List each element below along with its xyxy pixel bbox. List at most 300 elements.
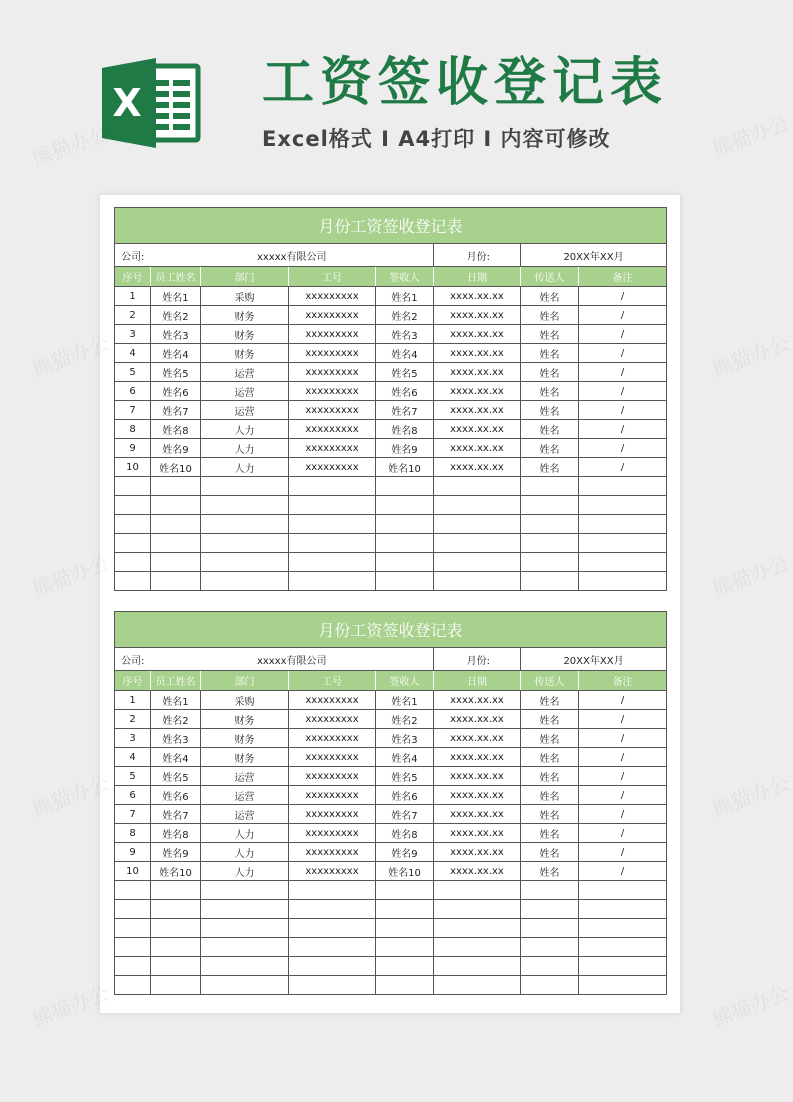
empty-cell[interactable] <box>579 957 667 976</box>
empty-cell[interactable] <box>579 553 667 572</box>
table-row <box>115 306 667 325</box>
empty-cell[interactable] <box>521 938 579 957</box>
cell-signer[interactable]: 姓名3 <box>376 325 434 344</box>
empty-cell[interactable] <box>521 496 579 515</box>
cell-employee-name[interactable]: 姓名10 <box>151 862 201 881</box>
empty-cell[interactable] <box>151 919 201 938</box>
empty-cell[interactable] <box>376 957 434 976</box>
cell-department[interactable]: 采购 <box>201 287 289 306</box>
empty-cell[interactable] <box>289 572 376 591</box>
empty-cell[interactable] <box>151 553 201 572</box>
cell-department[interactable]: 人力 <box>201 420 289 439</box>
empty-cell[interactable] <box>579 900 667 919</box>
cell-remark[interactable]: / <box>579 843 667 862</box>
empty-cell[interactable] <box>434 919 521 938</box>
cell-date[interactable]: xxxx.xx.xx <box>434 748 521 767</box>
empty-cell[interactable] <box>521 553 579 572</box>
cell-date[interactable]: xxxx.xx.xx <box>434 420 521 439</box>
cell-remark[interactable]: / <box>579 691 667 710</box>
cell-row-number[interactable]: 8 <box>115 824 151 843</box>
cell-remark[interactable]: / <box>579 767 667 786</box>
cell-signer[interactable]: 姓名2 <box>376 306 434 325</box>
empty-table-row <box>115 900 667 919</box>
empty-cell[interactable] <box>151 477 201 496</box>
empty-cell[interactable] <box>289 553 376 572</box>
cell-signer[interactable]: 姓名6 <box>376 786 434 805</box>
empty-cell[interactable] <box>201 534 289 553</box>
empty-cell[interactable] <box>434 957 521 976</box>
cell-employee-name[interactable]: 姓名3 <box>151 729 201 748</box>
empty-table-row <box>115 477 667 496</box>
cell-department[interactable]: 财务 <box>201 729 289 748</box>
empty-cell[interactable] <box>579 477 667 496</box>
table-header-row <box>115 267 667 287</box>
empty-cell[interactable] <box>115 881 151 900</box>
cell-employee-id[interactable]: xxxxxxxxx <box>289 420 376 439</box>
empty-cell[interactable] <box>289 477 376 496</box>
cell-employee-name[interactable]: 姓名10 <box>151 458 201 477</box>
cell-sender[interactable]: 姓名 <box>521 767 579 786</box>
cell-signer[interactable]: 姓名1 <box>376 287 434 306</box>
empty-cell[interactable] <box>151 534 201 553</box>
cell-date[interactable]: xxxx.xx.xx <box>434 401 521 420</box>
cell-remark[interactable]: / <box>579 862 667 881</box>
company-value[interactable]: xxxxx有限公司 <box>151 244 434 267</box>
empty-cell[interactable] <box>579 976 667 995</box>
empty-cell[interactable] <box>115 938 151 957</box>
cell-row-number[interactable]: 3 <box>115 325 151 344</box>
cell-date[interactable]: xxxx.xx.xx <box>434 325 521 344</box>
watermark-text: 熊猫办公 <box>28 120 113 171</box>
cell-sender[interactable]: 姓名 <box>521 325 579 344</box>
empty-cell[interactable] <box>201 938 289 957</box>
empty-cell[interactable] <box>201 957 289 976</box>
cell-row-number[interactable]: 7 <box>115 401 151 420</box>
cell-department[interactable]: 人力 <box>201 439 289 458</box>
empty-table-row <box>115 957 667 976</box>
column-header-remark: 备注 <box>579 267 667 287</box>
empty-cell[interactable] <box>579 515 667 534</box>
cell-employee-id[interactable]: xxxxxxxxx <box>289 786 376 805</box>
cell-row-number[interactable]: 1 <box>115 287 151 306</box>
cell-department[interactable]: 人力 <box>201 824 289 843</box>
cell-date[interactable]: xxxx.xx.xx <box>434 439 521 458</box>
cell-date[interactable]: xxxx.xx.xx <box>434 824 521 843</box>
empty-cell[interactable] <box>151 572 201 591</box>
empty-cell[interactable] <box>376 938 434 957</box>
empty-cell[interactable] <box>376 553 434 572</box>
empty-cell[interactable] <box>201 572 289 591</box>
empty-cell[interactable] <box>201 976 289 995</box>
empty-cell[interactable] <box>579 919 667 938</box>
empty-cell[interactable] <box>376 477 434 496</box>
cell-date[interactable]: xxxx.xx.xx <box>434 710 521 729</box>
empty-cell[interactable] <box>521 477 579 496</box>
cell-remark[interactable]: / <box>579 805 667 824</box>
cell-signer[interactable]: 姓名5 <box>376 363 434 382</box>
cell-remark[interactable]: / <box>579 729 667 748</box>
cell-signer[interactable]: 姓名6 <box>376 382 434 401</box>
empty-cell[interactable] <box>201 477 289 496</box>
table-row <box>115 420 667 439</box>
cell-sender[interactable]: 姓名 <box>521 401 579 420</box>
empty-cell[interactable] <box>376 900 434 919</box>
cell-date[interactable]: xxxx.xx.xx <box>434 363 521 382</box>
cell-remark[interactable]: / <box>579 824 667 843</box>
column-header-signer: 签收人 <box>376 671 434 691</box>
cell-employee-id[interactable]: xxxxxxxxx <box>289 306 376 325</box>
table-title: 月份工资签收登记表 <box>115 208 667 244</box>
cell-employee-id[interactable]: xxxxxxxxx <box>289 710 376 729</box>
empty-cell[interactable] <box>151 900 201 919</box>
cell-employee-name[interactable]: 姓名3 <box>151 325 201 344</box>
cell-employee-id[interactable]: xxxxxxxxx <box>289 287 376 306</box>
empty-cell[interactable] <box>201 900 289 919</box>
cell-employee-id[interactable]: xxxxxxxxx <box>289 344 376 363</box>
watermark-text: 熊猫办公 <box>708 550 793 601</box>
cell-remark[interactable]: / <box>579 748 667 767</box>
empty-cell[interactable] <box>289 515 376 534</box>
empty-cell[interactable] <box>115 572 151 591</box>
cell-remark[interactable]: / <box>579 325 667 344</box>
logo-letter: X <box>112 81 142 125</box>
cell-sender[interactable]: 姓名 <box>521 382 579 401</box>
cell-employee-id[interactable]: xxxxxxxxx <box>289 805 376 824</box>
cell-signer[interactable]: 姓名4 <box>376 344 434 363</box>
cell-signer[interactable]: 姓名8 <box>376 824 434 843</box>
empty-cell[interactable] <box>115 919 151 938</box>
empty-cell[interactable] <box>289 496 376 515</box>
cell-date[interactable]: xxxx.xx.xx <box>434 843 521 862</box>
table-header-row <box>115 671 667 691</box>
empty-cell[interactable] <box>376 919 434 938</box>
empty-table-row <box>115 496 667 515</box>
cell-remark[interactable]: / <box>579 420 667 439</box>
cell-remark[interactable]: / <box>579 382 667 401</box>
empty-cell[interactable] <box>434 881 521 900</box>
empty-cell[interactable] <box>115 553 151 572</box>
cell-row-number[interactable]: 10 <box>115 458 151 477</box>
cell-employee-id[interactable]: xxxxxxxxx <box>289 439 376 458</box>
cell-department[interactable]: 运营 <box>201 363 289 382</box>
empty-cell[interactable] <box>376 572 434 591</box>
cell-row-number[interactable]: 2 <box>115 306 151 325</box>
empty-cell[interactable] <box>579 938 667 957</box>
cell-signer[interactable]: 姓名3 <box>376 729 434 748</box>
cell-employee-name[interactable]: 姓名1 <box>151 287 201 306</box>
empty-cell[interactable] <box>289 534 376 553</box>
empty-cell[interactable] <box>151 515 201 534</box>
month-label: 月份: <box>434 648 521 671</box>
cell-remark[interactable]: / <box>579 401 667 420</box>
empty-cell[interactable] <box>521 900 579 919</box>
cell-department[interactable]: 采购 <box>201 691 289 710</box>
cell-signer[interactable]: 姓名4 <box>376 748 434 767</box>
empty-cell[interactable] <box>521 881 579 900</box>
cell-sender[interactable]: 姓名 <box>521 748 579 767</box>
empty-cell[interactable] <box>434 900 521 919</box>
empty-cell[interactable] <box>201 919 289 938</box>
cell-date[interactable]: xxxx.xx.xx <box>434 767 521 786</box>
cell-employee-id[interactable]: xxxxxxxxx <box>289 363 376 382</box>
cell-employee-name[interactable]: 姓名2 <box>151 710 201 729</box>
cell-signer[interactable]: 姓名10 <box>376 458 434 477</box>
cell-employee-name[interactable]: 姓名9 <box>151 439 201 458</box>
empty-cell[interactable] <box>201 553 289 572</box>
company-label: 公司: <box>115 648 151 671</box>
cell-signer[interactable]: 姓名9 <box>376 439 434 458</box>
cell-row-number[interactable]: 4 <box>115 748 151 767</box>
cell-signer[interactable]: 姓名10 <box>376 862 434 881</box>
cell-employee-id[interactable]: xxxxxxxxx <box>289 862 376 881</box>
cell-department[interactable]: 人力 <box>201 862 289 881</box>
cell-employee-name[interactable]: 姓名2 <box>151 306 201 325</box>
cell-employee-name[interactable]: 姓名6 <box>151 786 201 805</box>
cell-sender[interactable]: 姓名 <box>521 420 579 439</box>
cell-employee-name[interactable]: 姓名8 <box>151 420 201 439</box>
cell-row-number[interactable]: 9 <box>115 843 151 862</box>
cell-department[interactable]: 运营 <box>201 786 289 805</box>
cell-employee-id[interactable]: xxxxxxxxx <box>289 382 376 401</box>
empty-cell[interactable] <box>289 919 376 938</box>
empty-cell[interactable] <box>289 938 376 957</box>
cell-sender[interactable]: 姓名 <box>521 287 579 306</box>
empty-cell[interactable] <box>376 534 434 553</box>
empty-cell[interactable] <box>376 976 434 995</box>
empty-cell[interactable] <box>115 957 151 976</box>
cell-row-number[interactable]: 5 <box>115 363 151 382</box>
month-value[interactable]: 20XX年XX月 <box>521 648 667 671</box>
column-header-row-number: 序号 <box>115 671 151 691</box>
watermark-text: 熊猫办公 <box>708 770 793 821</box>
cell-employee-name[interactable]: 姓名4 <box>151 748 201 767</box>
cell-employee-name[interactable]: 姓名7 <box>151 401 201 420</box>
cell-signer[interactable]: 姓名2 <box>376 710 434 729</box>
empty-cell[interactable] <box>434 553 521 572</box>
empty-cell[interactable] <box>115 515 151 534</box>
cell-department[interactable]: 财务 <box>201 306 289 325</box>
cell-department[interactable]: 运营 <box>201 382 289 401</box>
cell-employee-name[interactable]: 姓名6 <box>151 382 201 401</box>
cell-employee-id[interactable]: xxxxxxxxx <box>289 843 376 862</box>
cell-remark[interactable]: / <box>579 439 667 458</box>
cell-sender[interactable]: 姓名 <box>521 805 579 824</box>
cell-signer[interactable]: 姓名1 <box>376 691 434 710</box>
cell-date[interactable]: xxxx.xx.xx <box>434 382 521 401</box>
empty-cell[interactable] <box>579 534 667 553</box>
cell-department[interactable]: 财务 <box>201 344 289 363</box>
empty-cell[interactable] <box>376 496 434 515</box>
document-page <box>100 195 680 1013</box>
cell-sender[interactable]: 姓名 <box>521 344 579 363</box>
cell-remark[interactable]: / <box>579 306 667 325</box>
cell-department[interactable]: 运营 <box>201 401 289 420</box>
empty-cell[interactable] <box>579 572 667 591</box>
cell-sender[interactable]: 姓名 <box>521 843 579 862</box>
cell-department[interactable]: 人力 <box>201 843 289 862</box>
cell-employee-id[interactable]: xxxxxxxxx <box>289 401 376 420</box>
empty-cell[interactable] <box>434 496 521 515</box>
cell-date[interactable]: xxxx.xx.xx <box>434 805 521 824</box>
cell-row-number[interactable]: 4 <box>115 344 151 363</box>
empty-cell[interactable] <box>115 900 151 919</box>
month-label: 月份: <box>434 244 521 267</box>
cell-employee-id[interactable]: xxxxxxxxx <box>289 458 376 477</box>
cell-row-number[interactable]: 1 <box>115 691 151 710</box>
cell-signer[interactable]: 姓名9 <box>376 843 434 862</box>
empty-cell[interactable] <box>115 976 151 995</box>
empty-cell[interactable] <box>521 957 579 976</box>
cell-sender[interactable]: 姓名 <box>521 458 579 477</box>
cell-signer[interactable]: 姓名8 <box>376 420 434 439</box>
cell-employee-name[interactable]: 姓名5 <box>151 767 201 786</box>
cell-sender[interactable]: 姓名 <box>521 691 579 710</box>
cell-row-number[interactable]: 10 <box>115 862 151 881</box>
cell-employee-name[interactable]: 姓名9 <box>151 843 201 862</box>
signature-table <box>114 207 667 591</box>
company-value[interactable]: xxxxx有限公司 <box>151 648 434 671</box>
empty-cell[interactable] <box>115 534 151 553</box>
table-row <box>115 710 667 729</box>
cell-department[interactable]: 财务 <box>201 748 289 767</box>
cell-date[interactable]: xxxx.xx.xx <box>434 287 521 306</box>
month-value[interactable]: 20XX年XX月 <box>521 244 667 267</box>
empty-cell[interactable] <box>151 938 201 957</box>
cell-employee-id[interactable]: xxxxxxxxx <box>289 691 376 710</box>
page-header <box>0 0 780 195</box>
table-title: 月份工资签收登记表 <box>115 612 667 648</box>
cell-remark[interactable]: / <box>579 458 667 477</box>
table-row <box>115 843 667 862</box>
cell-sender[interactable]: 姓名 <box>521 710 579 729</box>
cell-sender[interactable]: 姓名 <box>521 786 579 805</box>
cell-sender[interactable]: 姓名 <box>521 729 579 748</box>
cell-row-number[interactable]: 9 <box>115 439 151 458</box>
empty-cell[interactable] <box>521 572 579 591</box>
empty-cell[interactable] <box>289 957 376 976</box>
empty-cell[interactable] <box>201 496 289 515</box>
cell-department[interactable]: 人力 <box>201 458 289 477</box>
cell-row-number[interactable]: 8 <box>115 420 151 439</box>
cell-employee-id[interactable]: xxxxxxxxx <box>289 748 376 767</box>
cell-sender[interactable]: 姓名 <box>521 306 579 325</box>
cell-row-number[interactable]: 5 <box>115 767 151 786</box>
cell-date[interactable]: xxxx.xx.xx <box>434 691 521 710</box>
empty-cell[interactable] <box>151 976 201 995</box>
table-row <box>115 729 667 748</box>
empty-cell[interactable] <box>434 534 521 553</box>
cell-date[interactable]: xxxx.xx.xx <box>434 729 521 748</box>
empty-cell[interactable] <box>434 477 521 496</box>
empty-cell[interactable] <box>201 515 289 534</box>
cell-signer[interactable]: 姓名5 <box>376 767 434 786</box>
cell-remark[interactable]: / <box>579 363 667 382</box>
empty-cell[interactable] <box>115 477 151 496</box>
cell-employee-id[interactable]: xxxxxxxxx <box>289 767 376 786</box>
cell-signer[interactable]: 姓名7 <box>376 805 434 824</box>
table-row <box>115 401 667 420</box>
cell-row-number[interactable]: 6 <box>115 786 151 805</box>
cell-employee-id[interactable]: xxxxxxxxx <box>289 325 376 344</box>
empty-table-row <box>115 572 667 591</box>
empty-cell[interactable] <box>115 496 151 515</box>
empty-cell[interactable] <box>151 957 201 976</box>
empty-cell[interactable] <box>376 515 434 534</box>
empty-cell[interactable] <box>521 515 579 534</box>
watermark-text: 熊猫办公 <box>28 980 113 1031</box>
cell-department[interactable]: 运营 <box>201 805 289 824</box>
cell-department[interactable]: 财务 <box>201 325 289 344</box>
cell-employee-id[interactable]: xxxxxxxxx <box>289 729 376 748</box>
empty-cell[interactable] <box>521 976 579 995</box>
cell-department[interactable]: 运营 <box>201 767 289 786</box>
cell-sender[interactable]: 姓名 <box>521 363 579 382</box>
table-row <box>115 363 667 382</box>
empty-cell[interactable] <box>151 496 201 515</box>
watermark-text: 熊猫办公 <box>708 980 793 1031</box>
table-row <box>115 862 667 881</box>
table-row <box>115 439 667 458</box>
cell-sender[interactable]: 姓名 <box>521 862 579 881</box>
cell-remark[interactable]: / <box>579 287 667 306</box>
cell-sender[interactable]: 姓名 <box>521 824 579 843</box>
cell-date[interactable]: xxxx.xx.xx <box>434 306 521 325</box>
empty-cell[interactable] <box>521 919 579 938</box>
empty-table-row <box>115 515 667 534</box>
table-row <box>115 458 667 477</box>
empty-cell[interactable] <box>289 881 376 900</box>
cell-employee-id[interactable]: xxxxxxxxx <box>289 824 376 843</box>
cell-employee-name[interactable]: 姓名8 <box>151 824 201 843</box>
cell-employee-name[interactable]: 姓名1 <box>151 691 201 710</box>
cell-employee-name[interactable]: 姓名7 <box>151 805 201 824</box>
cell-signer[interactable]: 姓名7 <box>376 401 434 420</box>
cell-department[interactable]: 财务 <box>201 710 289 729</box>
cell-sender[interactable]: 姓名 <box>521 439 579 458</box>
cell-remark[interactable]: / <box>579 344 667 363</box>
cell-employee-name[interactable]: 姓名4 <box>151 344 201 363</box>
cell-row-number[interactable]: 7 <box>115 805 151 824</box>
cell-remark[interactable]: / <box>579 710 667 729</box>
cell-date[interactable]: xxxx.xx.xx <box>434 862 521 881</box>
empty-cell[interactable] <box>434 515 521 534</box>
empty-cell[interactable] <box>201 881 289 900</box>
cell-row-number[interactable]: 6 <box>115 382 151 401</box>
column-header-employee-name: 员工姓名 <box>151 671 201 691</box>
empty-cell[interactable] <box>289 900 376 919</box>
signature-table <box>114 611 667 995</box>
watermark-text: 熊猫办公 <box>28 330 113 381</box>
empty-cell[interactable] <box>434 572 521 591</box>
empty-cell[interactable] <box>151 881 201 900</box>
empty-cell[interactable] <box>579 496 667 515</box>
cell-row-number[interactable]: 2 <box>115 710 151 729</box>
empty-cell[interactable] <box>579 881 667 900</box>
cell-date[interactable]: xxxx.xx.xx <box>434 344 521 363</box>
empty-cell[interactable] <box>521 534 579 553</box>
cell-row-number[interactable]: 3 <box>115 729 151 748</box>
empty-cell[interactable] <box>434 938 521 957</box>
empty-table-row <box>115 976 667 995</box>
cell-date[interactable]: xxxx.xx.xx <box>434 458 521 477</box>
cell-employee-name[interactable]: 姓名5 <box>151 363 201 382</box>
empty-cell[interactable] <box>434 976 521 995</box>
cell-date[interactable]: xxxx.xx.xx <box>434 786 521 805</box>
page-title: 工资签收登记表 <box>262 53 669 113</box>
cell-remark[interactable]: / <box>579 786 667 805</box>
empty-cell[interactable] <box>289 976 376 995</box>
empty-cell[interactable] <box>376 881 434 900</box>
